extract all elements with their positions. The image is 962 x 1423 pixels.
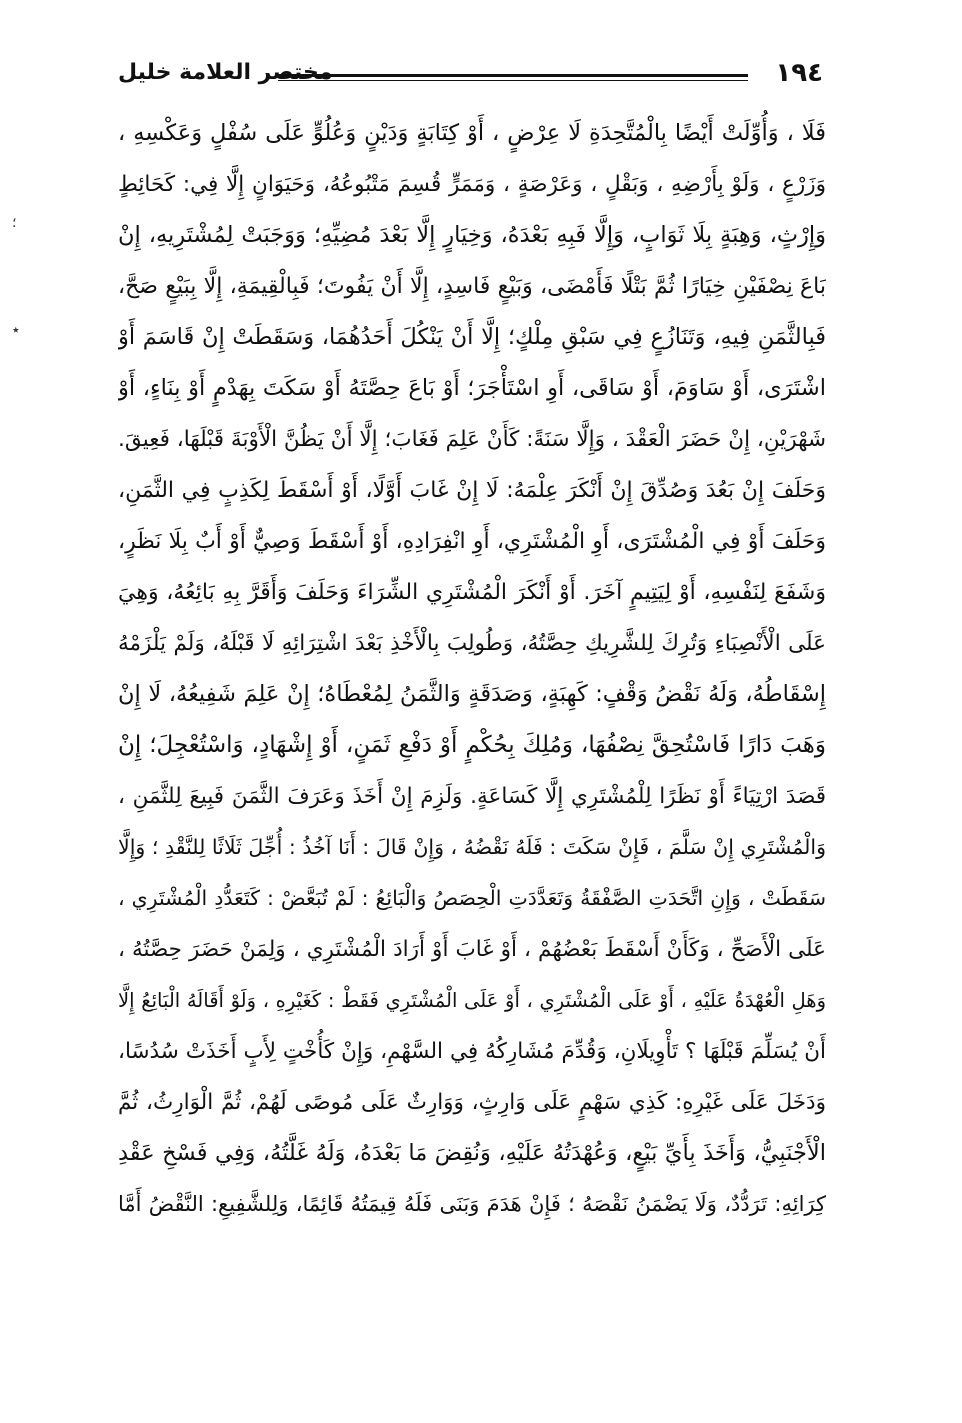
text-line: إِسْقَاطُهُ، وَلَهُ نَقْضُ وَقْفٍ: كَهِبَةٍ، وَصَدَقَةٍ وَالثَّمَنُ لِمُعْطَاهُ؛ إِنْ عَلِمَ شَفِيعُهُ، لَا إِنْ xyxy=(118,681,826,707)
text-line: وَالْمُشْتَرِي إِنْ سَلَّمَ ، فَإِنْ سَكَتَ : فَلَهُ نَقْضُهُ ، وَإِنْ قَالَ : أَنَا آخُذُ : أُجِّلَ ثَلَاثًا لِلنَّقْدِ ؛ وَإِلَّا xyxy=(118,835,826,859)
book-title: مختصر العلامة خليل xyxy=(118,60,333,85)
text-line: وَحَلَفَ إِنْ بَعُدَ وَصُدِّقَ إِنْ أَنْكَرَ عِلْمَهُ: لَا إِنْ غَابَ أَوَّلًا، أَوْ أَسْقَطَ لِكَذِبٍ فِي الثَّمَنِ، xyxy=(118,478,826,503)
text-line: وَشَفَعَ لِنَفْسِهِ، أَوْ لِيَتِيمٍ آخَرَ. أَوْ أَنْكَرَ الْمُشْتَرِي الشِّرَاءَ وَحَلَفَ وَأَقَرَّ بِهِ بَائِعُهُ، وَهِيَ xyxy=(118,580,826,605)
text-line: شَهْرَيْنِ، إِنْ حَضَرَ الْعَقْدَ ، وَإِلَّا سَنَةً: كَأَنْ عَلِمَ فَغَابَ؛ إِلَّا أَنْ يَظُنَّ الْأَوْبَةَ قَبْلَهَا، فَعِيقَ. xyxy=(118,427,826,452)
header-rule xyxy=(278,74,748,77)
text-line: أَنْ يُسَلِّمَ قَبْلَهَا ؟ تَأْوِيلَانِ، وَقُدِّمَ مُشَارِكُهُ فِي السَّهْمِ، وَإِنْ كَأُخْتٍ لِأَبٍ أَخَذَتْ سُدُسًا، xyxy=(118,1039,826,1064)
text-line: قَصَدَ ارْتِيَاءً أَوْ نَظَرًا لِلْمُشْتَرِي إِلَّا كَسَاعَةٍ. وَلَزِمَ إِنْ أَخَذَ وَعَرَفَ الثَّمَنَ فَبِيعَ لِلثَّمَنِ ، xyxy=(118,784,826,809)
text-line: عَلَى الْأَصَحِّ ، وَكَأَنْ أَسْقَطَ بَعْضُهُمْ ، أَوْ غَابَ أَوْ أَرَادَ الْمُشْتَرِي ، وَلِمَنْ حَضَرَ حِصَّتُهُ ، xyxy=(118,937,826,962)
text-line: بَاعَ نِصْفَيْنِ خِيَارًا ثُمَّ بَتْلًا فَأَمْضَى، وَبَيْعٍ فَاسِدٍ، إِلَّا أَنْ يَفُوتَ؛ فَبِالْقِيمَةِ، إِلَّا بِبَيْعٍ صَحَّ، xyxy=(118,274,826,299)
margin-mark: ٭ xyxy=(12,322,20,338)
text-line: وَهَبَ دَارًا فَاسْتُحِقَّ نِصْفُهَا، وَمُلِكَ بِحُكْمٍ أَوْ دَفْعِ ثَمَنٍ، أَوْ إِشْهَادٍ، وَاسْتُعْجِلَ؛ إِنْ xyxy=(118,732,826,758)
text-line: وَزَرْعٍ ، وَلَوْ بِأَرْضِهِ ، وَبَقْلٍ ، وَعَرْصَةٍ ، وَمَمَرٍّ قُسِمَ مَتْبُوعُهُ، وَحَيَوَانٍ إِلَّا فِي: كَحَائِطٍ xyxy=(118,172,826,197)
body-text xyxy=(118,108,826,1230)
text-line: وَإِرْثٍ، وَهِبَةٍ بِلَا ثَوَابٍ، وَإِلَّا فَبِهِ بَعْدَهُ، وَخِيَارٍ إِلَّا بَعْدَ مُضِيِّهِ؛ وَوَجَبَتْ لِمُشْتَرِيهِ، إِنْ xyxy=(118,222,826,248)
text-line: وَدَخَلَ عَلَى غَيْرِهِ: كَذِي سَهْمٍ عَلَى وَارِثٍ، وَوَارِثٌ عَلَى مُوصًى لَهُمْ، ثُمَّ الْوَارِثُ، ثُمَّ xyxy=(118,1090,826,1115)
text-line: فَبِالثَّمَنِ فِيهِ، وَتَنَازُعٍ فِي سَبْقِ مِلْكٍ؛ إِلَّا أَنْ يَنْكُلَ أَحَدُهُمَا، وَسَقَطَتْ إِنْ قَاسَمَ أَوْ xyxy=(118,324,826,350)
text-line: فَلَا ، وَأُوِّلَتْ أَيْضًا بِالْمُتَّحِدَةِ لَا عِرْضٍ ، أَوْ كِتَابَةٍ وَدَيْنٍ وَعُلُوٍّ عَلَى سُفْلٍ وَعَكْسِهِ ، xyxy=(118,120,826,146)
text-line: كِرَائِهِ: تَرَدُّدٌ، وَلَا يَضْمَنُ نَقْصَهُ ؛ فَإِنْ هَدَمَ وَبَنَى فَلَهُ قِيمَتُهُ قَائِمًا، وَلِلشَّفِيعِ: النَّقْضُ أَمَّا xyxy=(118,1192,826,1216)
text-line: وَحَلَفَ أَوْ فِي الْمُشْتَرَى، أَوِ الْمُشْتَرِي، أَوِ انْفِرَادِهِ، أَوْ أَسْقَطَ وَصِيٌّ أَوْ أَبٌ بِلَا نَظَرٍ، xyxy=(118,529,826,554)
text-line: عَلَى الْأَنْصِبَاءِ وَتُرِكَ لِلشَّرِيكِ حِصَّتُهُ، وَطُولِبَ بِالْأَخْذِ بَعْدَ اشْتِرَائِهِ لَا قَبْلَهُ، وَلَمْ يَلْزَمْهُ xyxy=(118,631,826,656)
text-line: سَقَطَتْ ، وَإِنِ اتَّحَدَتِ الصَّفْقَةُ وَتَعَدَّدَتِ الْحِصَصُ وَالْبَائِعُ : لَمْ تُبَعَّضْ : كَتَعَدُّدِ الْمُشْتَرِي ، xyxy=(118,886,826,910)
text-line: وَهَلِ الْعُهْدَةُ عَلَيْهِ ، أَوْ عَلَى الْمُشْتَرِي ، أَوْ عَلَى الْمُشْتَرِي فَقَطْ : كَغَيْرِهِ ، وَلَوْ أَقَالَهُ الْبَائِعُ إِلَّا xyxy=(118,989,826,1012)
page-number: ١٩٤ xyxy=(775,58,823,88)
header-rule-thin xyxy=(278,80,748,81)
running-header xyxy=(118,58,823,98)
margin-mark: ؛ xyxy=(12,215,17,231)
text-line: اشْتَرَى، أَوْ سَاوَمَ، أَوْ سَاقَى، أَوِ اسْتَأْجَرَ؛ أَوْ بَاعَ حِصَّتَهُ أَوْ سَكَتَ بِهَدْمٍ أَوْ بِنَاءٍ، أَوْ xyxy=(118,375,826,401)
text-line: الْأَجْنَبِيُّ، وَأَخَذَ بِأَيِّ بَيْعٍ، وَعُهْدَتُهُ عَلَيْهِ، وَنُقِضَ مَا بَعْدَهُ، وَلَهُ غَلَّتُهُ، وَفِي فَسْخِ عَقْدِ xyxy=(118,1140,826,1166)
